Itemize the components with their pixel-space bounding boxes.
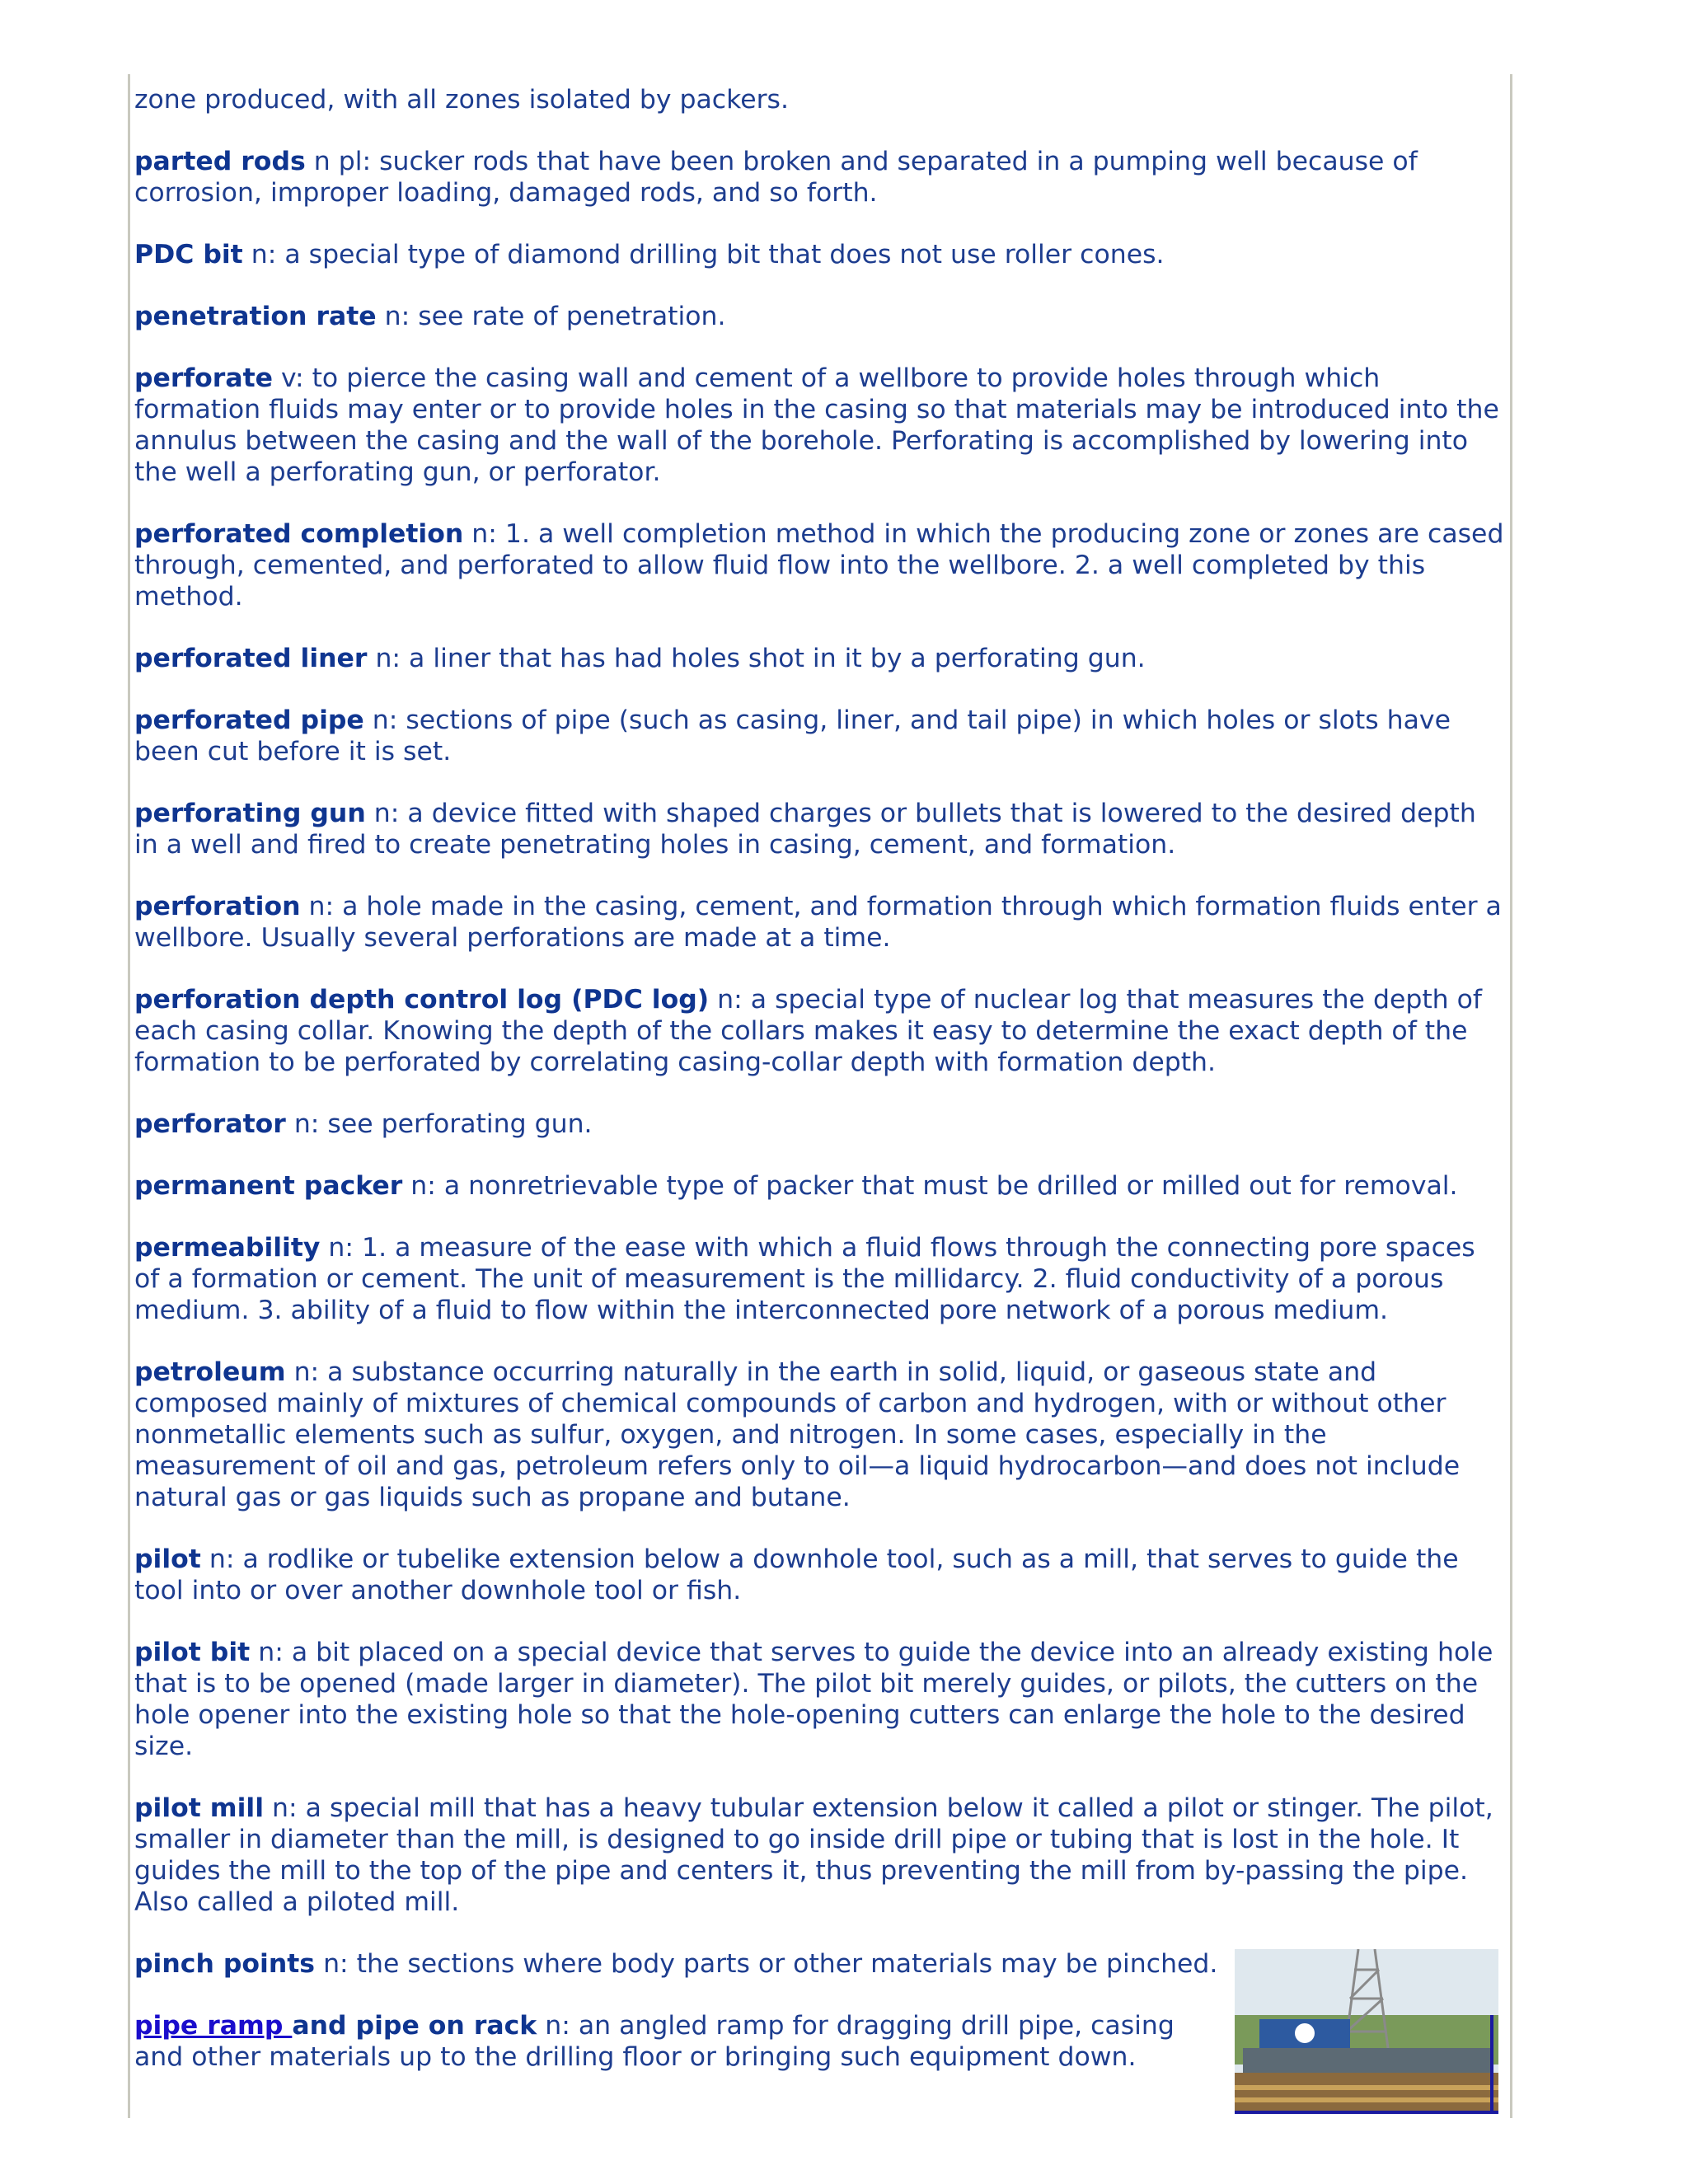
glossary-term: perforated pipe xyxy=(134,705,364,735)
glossary-entry xyxy=(134,1357,1507,1513)
glossary-term: perforating gun xyxy=(134,799,366,828)
glossary-entry xyxy=(134,146,1507,209)
glossary-entry xyxy=(134,1544,1507,1606)
glossary-entry xyxy=(134,891,1507,954)
glossary-term: permeability xyxy=(134,1233,321,1263)
glossary-definition: n pl: sucker rods that have been broken and separated in a pumping well because of corrosion, improper loading, damaged rods, and so forth. xyxy=(134,147,1418,208)
glossary-definition: n: a liner that has had holes shot in it by a perforating gun. xyxy=(367,644,1146,673)
glossary-definition: n: 1. a well completion method in which the producing zone or zones are cased through, cemented, and perforated to allow fluid flow into the wellbore. 2. a well completed by this method. xyxy=(134,519,1504,612)
glossary-definition: n: a hole made in the casing, cement, and formation through which formation fluids enter a wellbore. Usually several perforations are made at a time. xyxy=(134,892,1502,953)
glossary-term: permanent packer xyxy=(134,1171,403,1201)
glossary-definition: n: an angled ramp for dragging drill pipe, casing and other materials up to the drilling floor or bringing such equipment down. xyxy=(134,2011,1175,2072)
glossary-term: pinch points xyxy=(134,1949,316,1979)
glossary-entry xyxy=(134,239,1507,270)
glossary-term: pilot xyxy=(134,1544,201,1574)
glossary-entry xyxy=(134,363,1507,488)
glossary-term: perforated liner xyxy=(134,644,368,673)
glossary-entry xyxy=(134,1170,1507,1202)
glossary-entry xyxy=(134,1108,1507,1140)
glossary-entry xyxy=(134,705,1507,767)
glossary-term: perforation xyxy=(134,892,301,921)
glossary-definition: zone produced, with all zones isolated by packers. xyxy=(134,85,789,115)
glossary-definition: n: a special type of nuclear log that measures the depth of each casing collar. Knowing the depth of the collars makes it easy to determine the exact depth of the formation to be perforated by correlating casing-collar depth with formation depth. xyxy=(134,985,1483,1077)
drilling-rig-image xyxy=(1235,1949,1498,2114)
glossary-definition: n: see perforating gun. xyxy=(285,1109,593,1139)
glossary-definition: n: the sections where body parts or other materials may be pinched. xyxy=(315,1949,1218,1979)
glossary-entry xyxy=(134,1637,1507,1762)
glossary-definition: n: a substance occurring naturally in the earth in solid, liquid, or gaseous state and composed mainly of mixtures of chemical compounds of carbon and hydrogen, with or without other nonmetallic elements such as sulfur, oxygen, and nitrogen. In some cases, especially in the measurement of oil and gas, petroleum refers only to oil—a liquid hydrocarbon—and does not include natural gas or gas liquids such as propane and butane. xyxy=(134,1357,1461,1512)
glossary-entry xyxy=(134,984,1507,1078)
glossary-definition: v: to pierce the casing wall and cement of a wellbore to provide holes through which formation fluids may enter or to provide holes in the casing so that materials may be introduced into the annulus between the casing and the wall of the borehole. Perforating is accomplished by lowering into the well a perforating gun, or perforator. xyxy=(134,363,1499,487)
glossary-term: perforate xyxy=(134,363,274,393)
glossary-definition: n: sections of pipe (such as casing, liner, and tail pipe) in which holes or slots have been cut before it is set. xyxy=(134,705,1451,766)
glossary-definition: n: a device fitted with shaped charges or bullets that is lowered to the desired depth in a well and fired to create penetrating holes in casing, cement, and formation. xyxy=(134,799,1476,860)
glossary-term: and pipe on rack xyxy=(292,2011,537,2041)
glossary-entry xyxy=(134,1232,1507,1326)
glossary-term: penetration rate xyxy=(134,302,377,331)
glossary-term: pilot mill xyxy=(134,1793,265,1823)
glossary-term: petroleum xyxy=(134,1357,286,1387)
drilling-rig-illustration xyxy=(1235,1949,1498,2114)
glossary-entry xyxy=(134,301,1507,332)
glossary-definition: n: 1. a measure of the ease with which a fluid flows through the connecting pore spaces of a formation or cement. The unit of measurement is the millidarcy. 2. fluid conductivity of a porous medium. 3. ability of a fluid to flow within the interconnected pore network of a porous medium. xyxy=(134,1233,1475,1325)
glossary-entry xyxy=(134,518,1507,612)
glossary-definition: n: a rodlike or tubelike extension below a downhole tool, such as a mill, that serves to guide the tool into or over another downhole tool or fish. xyxy=(134,1544,1459,1605)
glossary-definition: n: a special mill that has a heavy tubular extension below it called a pilot or stinger. The pilot, smaller in diameter than the mill, is designed to go inside drill pipe or tubing that is lost in the hole. It guides the mill to the top of the pipe and centers it, thus preventing the mill from by-passing the pipe. Also called a piloted mill. xyxy=(134,1793,1493,1917)
glossary-term: perforation depth control log (PDC log) xyxy=(134,985,710,1015)
glossary-definition: n: a bit placed on a special device that serves to guide the device into an already existing hole that is to be opened (made larger in diameter). The pilot bit merely guides, or pilots, the cutters on the hole opener into the existing hole so that the hole-opening cutters can enlarge the hole to the desired size. xyxy=(134,1638,1493,1761)
glossary-definition: n: a special type of diamond drilling bit that does not use roller cones. xyxy=(242,240,1165,269)
glossary-entry xyxy=(134,798,1507,860)
glossary-term: PDC bit xyxy=(134,240,243,269)
glossary-entries xyxy=(134,84,1507,1980)
glossary-entry xyxy=(134,1793,1507,1918)
glossary-entry xyxy=(134,643,1507,674)
glossary-term: pilot bit xyxy=(134,1638,251,1667)
glossary-definition: n: see rate of penetration. xyxy=(376,302,726,331)
glossary-term: perforator xyxy=(134,1109,286,1139)
pipe-ramp-link[interactable]: pipe ramp xyxy=(134,2011,293,2041)
glossary-definition: n: a nonretrievable type of packer that must be drilled or milled out for removal. xyxy=(402,1171,1458,1201)
glossary-entry xyxy=(134,1948,1222,1980)
glossary-term: perforated completion xyxy=(134,519,464,549)
glossary-entry xyxy=(134,84,1507,115)
glossary-term: parted rods xyxy=(134,147,306,176)
glossary-content xyxy=(134,84,1507,2103)
glossary-entry-pipe-ramp xyxy=(134,2010,1222,2073)
